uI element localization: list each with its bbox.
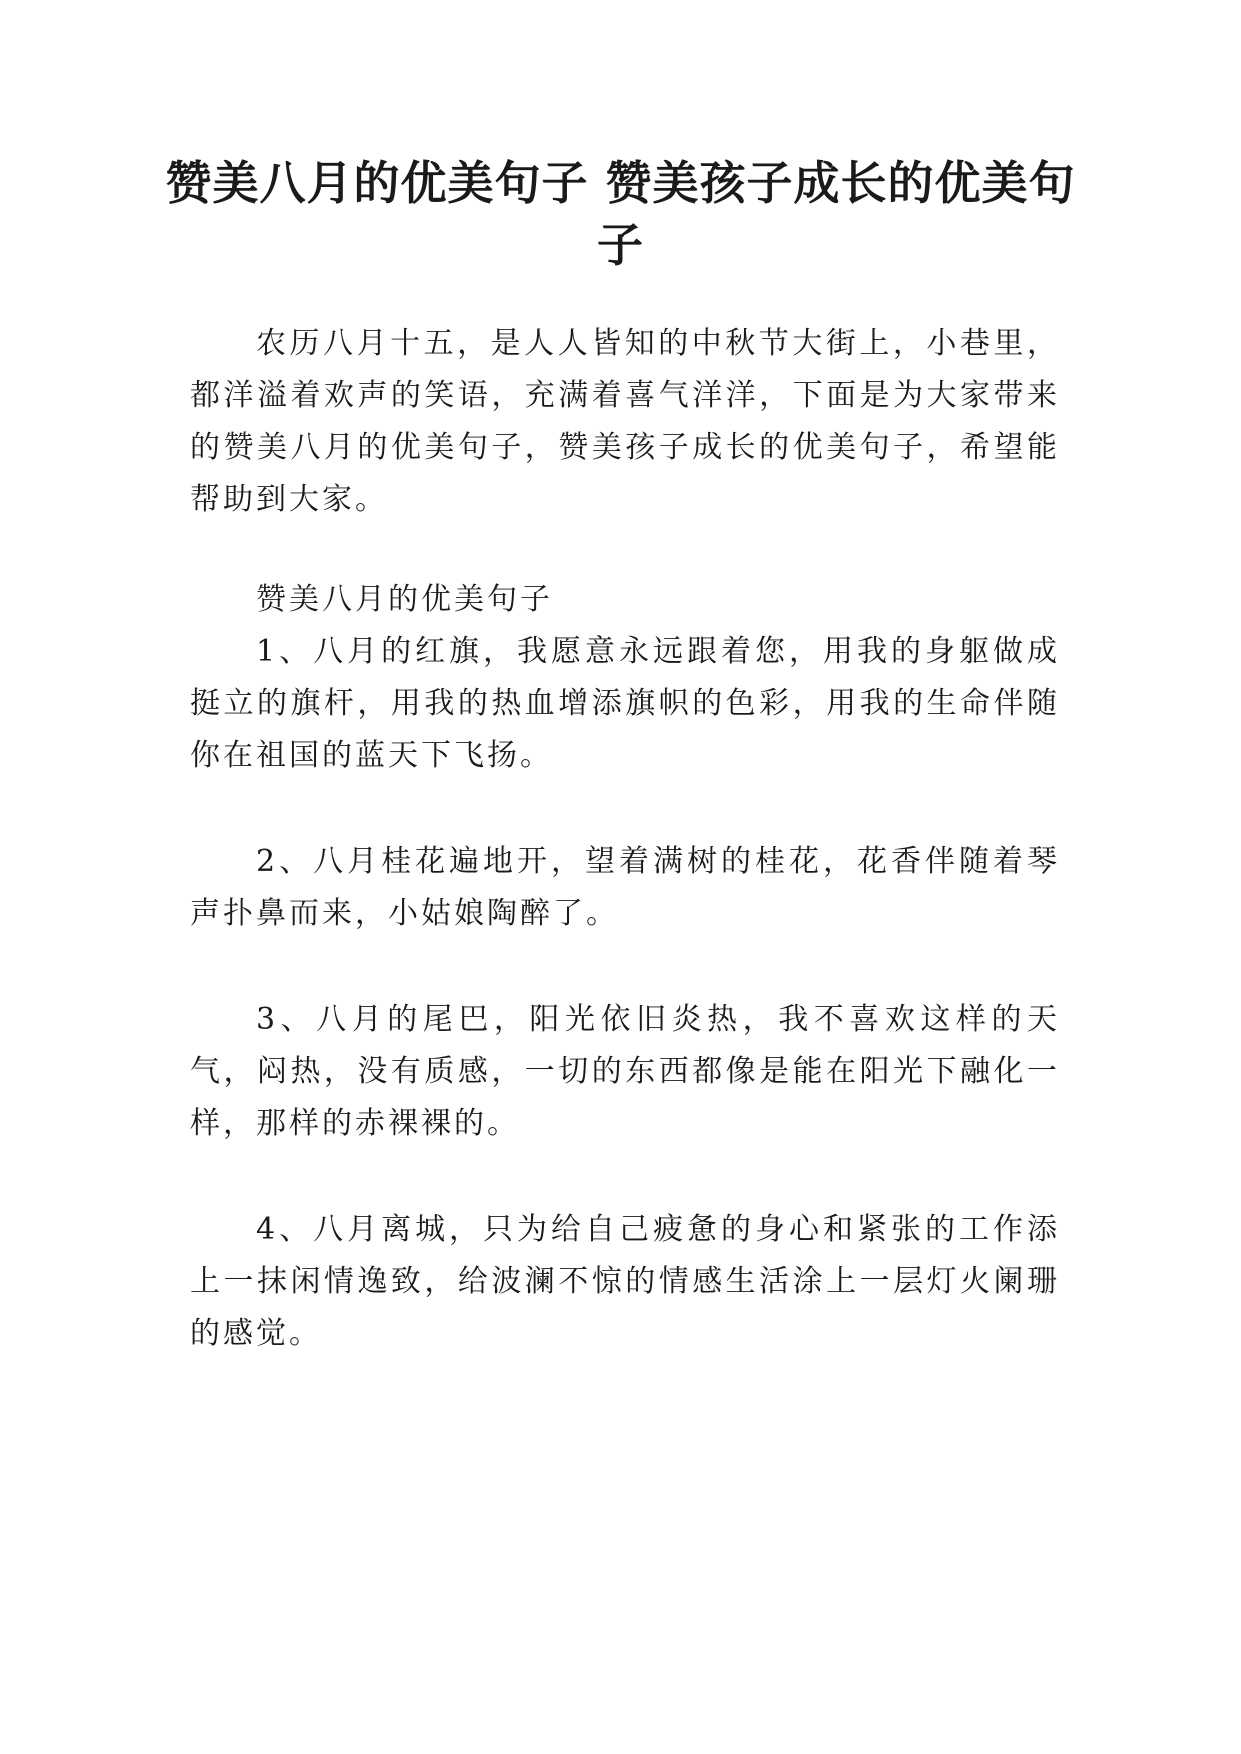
list-item: 2、八月桂花遍地开，望着满树的桂花，花香伴随着琴声扑鼻而来，小姑娘陶醉了。: [190, 844, 1060, 931]
intro-paragraph: 农历八月十五，是人人皆知的中秋节大街上，小巷里，都洋溢着欢声的笑语，充满着喜气洋洋，下面是为大家带来的赞美八月的优美句子，赞美孩子成长的优美句子，希望能帮助到大家。: [190, 326, 1060, 517]
document-title: 赞美八月的优美句子 赞美孩子成长的优美句子: [165, 156, 1076, 272]
section-heading: 赞美八月的优美句子: [256, 582, 553, 617]
list-item: 3、八月的尾巴，阳光依旧炎热，我不喜欢这样的天气，闷热，没有质感，一切的东西都像是能在阳光下融化一样，那样的赤裸裸的。: [190, 1002, 1060, 1141]
list-item: 1、八月的红旗，我愿意永远跟着您，用我的身躯做成挺立的旗杆，用我的热血增添旗帜的色彩，用我的生命伴随你在祖国的蓝天下飞扬。: [190, 634, 1060, 773]
list-item: 4、八月离城，只为给自己疲惫的身心和紧张的工作添上一抹闲情逸致，给波澜不惊的情感生活涂上一层灯火阑珊的感觉。: [190, 1212, 1060, 1351]
